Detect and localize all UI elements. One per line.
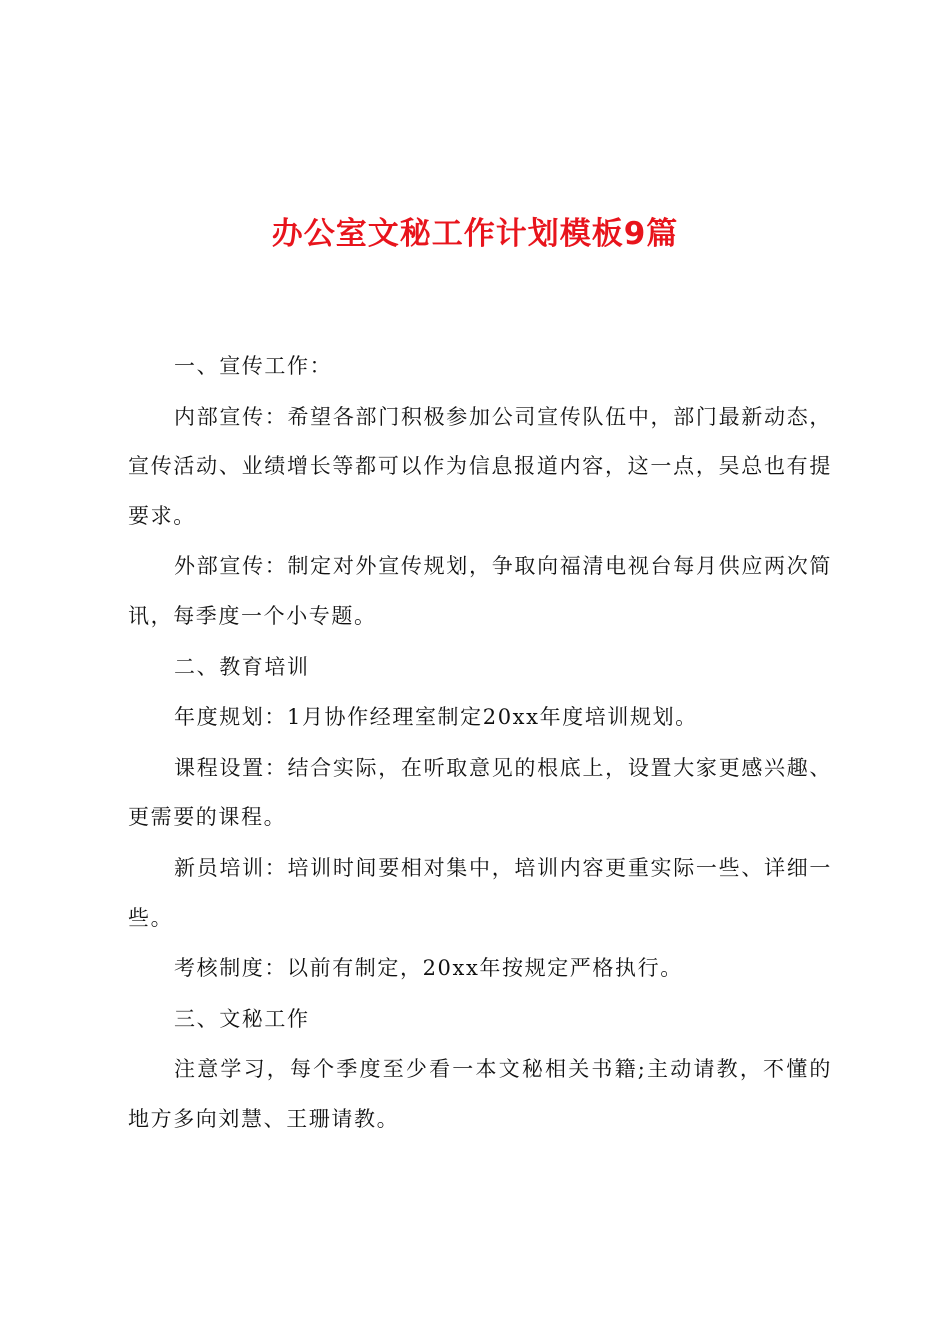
section-heading-publicity: 一、宣传工作：	[174, 354, 333, 378]
document-title: 办公室文秘工作计划模板9篇	[271, 216, 679, 252]
paragraph-course-setup: 课程设置：结合实际，在听取意见的根底上，设置大家更感兴趣、更需要的课程。	[128, 755, 832, 830]
paragraph-study: 注意学习，每个季度至少看一本文秘相关书籍;主动请教，不懂的地方多向刘慧、王珊请教。	[128, 1057, 832, 1131]
document-body	[128, 342, 832, 1146]
paragraph-new-staff-training: 新员培训：培训时间要相对集中，培训内容更重实际一些、详细一些。	[128, 855, 832, 930]
paragraph-assessment: 考核制度：以前有制定，20xx年按规定严格执行。	[174, 956, 683, 981]
section-heading-training: 二、教育培训	[174, 654, 310, 679]
paragraph-external-publicity: 外部宣传：制定对外宣传规划，争取向福清电视台每月供应两次简讯，每季度一个小专题。	[128, 554, 832, 628]
paragraph-internal-publicity: 内部宣传：希望各部门积极参加公司宣传队伍中，部门最新动态，宣传活动、业绩增长等都可以作为信息报道内容，这一点，吴总也有提要求。	[128, 404, 832, 528]
paragraph-annual-plan: 年度规划：1月协作经理室制定20xx年度培训规划。	[174, 705, 698, 730]
section-heading-secretarial: 三、文秘工作	[174, 1006, 310, 1031]
